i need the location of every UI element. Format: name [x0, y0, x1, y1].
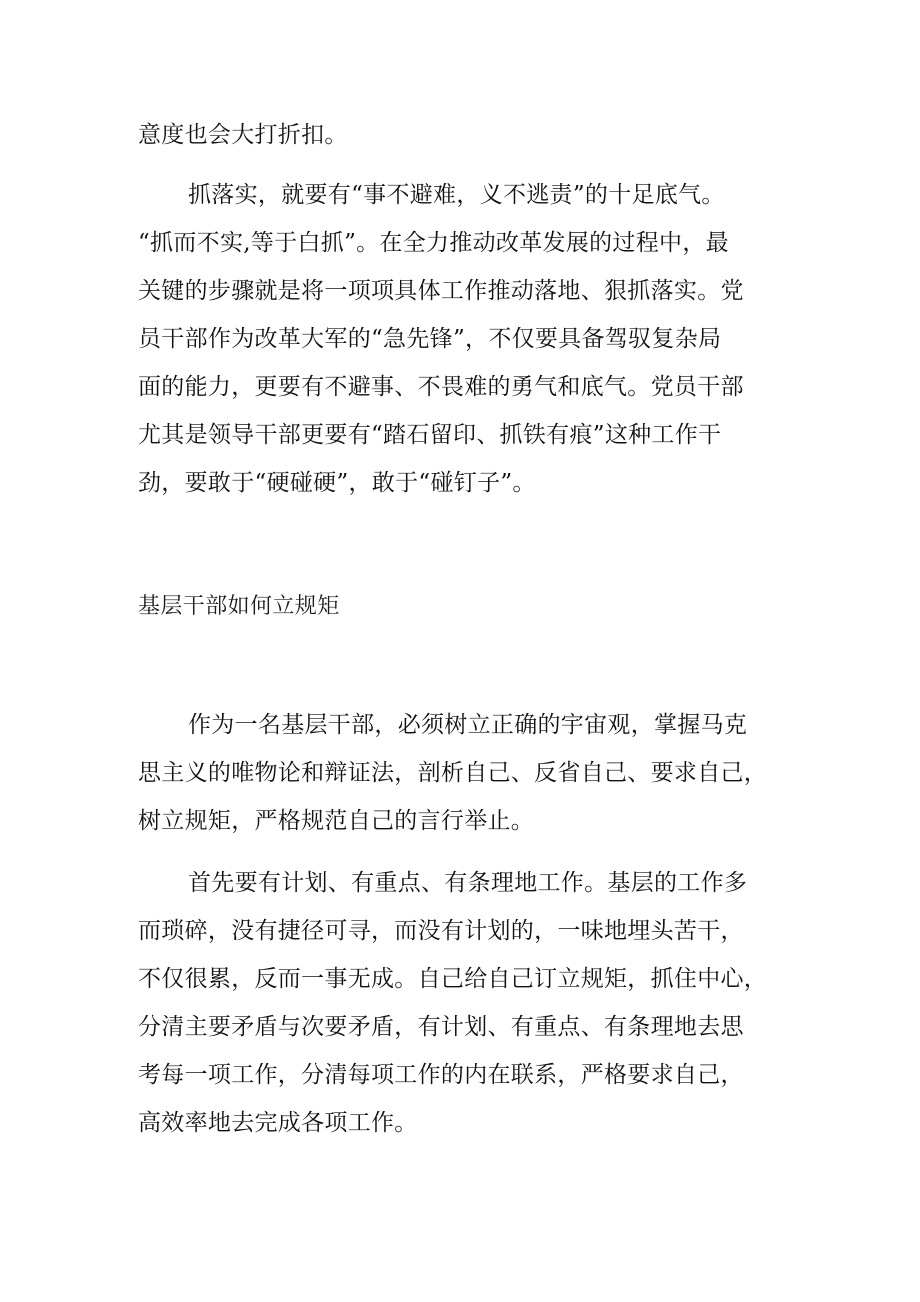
paragraph-line: 作为一名基层干部，必须树立正确的宇宙观，掌握马克	[188, 712, 748, 738]
paragraph-line: 思主义的唯物论和辩证法，剖析自己、反省自己、要求自己，	[138, 760, 768, 786]
section-heading: 基层干部如何立规矩	[138, 594, 340, 619]
paragraph-line: 高效率地去完成各项工作。	[138, 1110, 418, 1136]
paragraph-line: 考每一项工作，分清每项工作的内在联系，严格要求自己，	[138, 1062, 744, 1088]
paragraph-line: “抓而不实,等于白抓”。在全力推动改革发展的过程中，最	[138, 230, 729, 256]
paragraph-line: 意度也会大打折扣。	[138, 122, 348, 148]
paragraph-line: 分清主要矛盾与次要矛盾，有计划、有重点、有条理地去思	[138, 1014, 744, 1040]
paragraph-line: 而琐碎，没有捷径可寻，而没有计划的，一味地埋头苦干，	[138, 918, 744, 944]
paragraph-line: 树立规矩，严格规范自己的言行举止。	[138, 808, 535, 834]
paragraph-line: 员干部作为改革大军的“急先锋”，不仅要具备驾驭复杂局	[138, 326, 722, 352]
paragraph-line: 尤其是领导干部更要有“踏石留印、抓铁有痕”这种工作干	[138, 422, 722, 448]
paragraph-line: 首先要有计划、有重点、有条理地工作。基层的工作多	[188, 870, 748, 896]
paragraph-line: 面的能力，更要有不避事、不畏难的勇气和底气。党员干部	[138, 374, 744, 400]
paragraph-line: 抓落实，就要有“事不避难，义不逃责”的十足底气。	[188, 182, 725, 208]
paragraph-line: 关键的步骤就是将一项项具体工作推动落地、狠抓落实。党	[138, 278, 744, 304]
paragraph-line: 不仅很累，反而一事无成。自己给自己订立规矩，抓住中心，	[138, 966, 768, 992]
paragraph-line: 劲，要敢于“硬碰硬”，敢于“碰钉子”。	[138, 470, 536, 496]
